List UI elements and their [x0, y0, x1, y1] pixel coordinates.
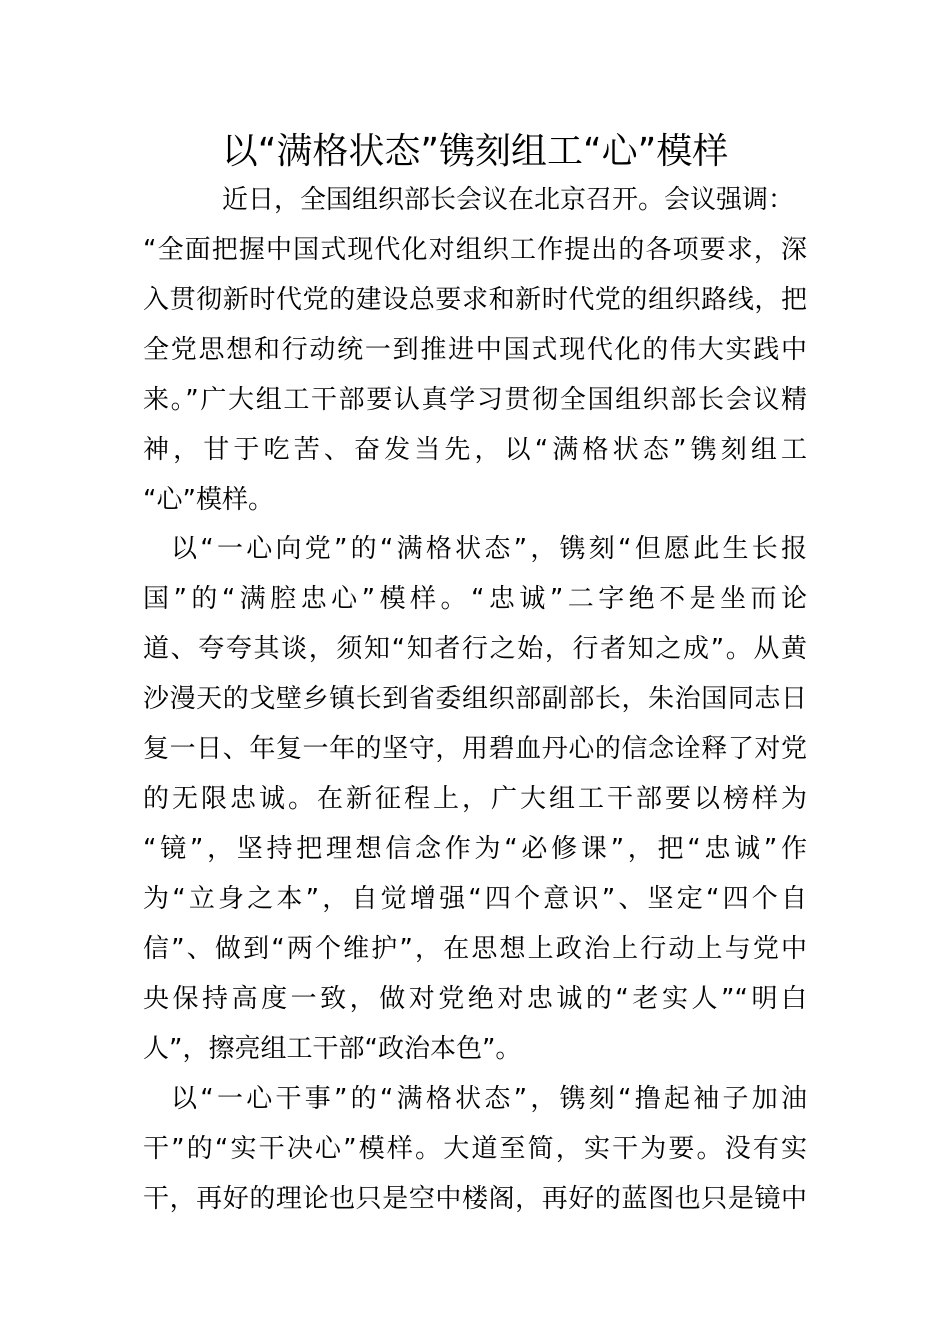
paragraph-line: 神，甘于吃苦、奋发当先，以“满格状态”镌刻组工	[143, 435, 807, 465]
paragraph-line: 国”的“满腔忠心”模样。“忠诚”二字绝不是坐而论	[143, 584, 807, 614]
paragraph-line: 人”，擦亮组工干部“政治本色”。	[143, 1034, 522, 1064]
paragraph-line: 道、夸夸其谈，须知“知者行之始，行者知之成”。从黄	[143, 634, 807, 664]
paragraph-line: 干，再好的理论也只是空中楼阁，再好的蓝图也只是镜中	[143, 1184, 807, 1214]
paragraph-line: 为“立身之本”，自觉增强“四个意识”、坚定“四个自	[143, 884, 807, 914]
paragraph-line: 近日，全国组织部长会议在北京召开。会议强调：	[222, 185, 795, 215]
paragraph-line: 入贯彻新时代党的建设总要求和新时代党的组织路线，把	[143, 285, 807, 315]
paragraph-line: 央保持高度一致，做对党绝对忠诚的“老实人”“明白	[143, 984, 807, 1014]
paragraph-line: 以“一心干事”的“满格状态”，镌刻“撸起袖子加油	[171, 1084, 807, 1114]
paragraph-line: 的无限忠诚。在新征程上，广大组工干部要以榜样为	[143, 784, 807, 814]
paragraph-line: 来。”广大组工干部要认真学习贯彻全国组织部长会议精	[143, 385, 807, 415]
paragraph-line: 全党思想和行动统一到推进中国式现代化的伟大实践中	[143, 335, 807, 365]
paragraph-line: “全面把握中国式现代化对组织工作提出的各项要求，深	[143, 235, 807, 265]
paragraph-line: 干”的“实干决心”模样。大道至简，实干为要。没有实	[143, 1134, 807, 1164]
paragraph-line: 沙漫天的戈壁乡镇长到省委组织部副部长，朱治国同志日	[143, 684, 807, 714]
paragraph-line: 复一日、年复一年的坚守，用碧血丹心的信念诠释了对党	[143, 734, 807, 764]
paragraph-line: 以“一心向党”的“满格状态”，镌刻“但愿此生长报	[171, 534, 807, 564]
paragraph-line: “镜”，坚持把理想信念作为“必修课”，把“忠诚”作	[143, 834, 807, 864]
paragraph-line: 信”、做到“两个维护”，在思想上政治上行动上与党中	[143, 934, 807, 964]
document-title: 以“满格状态”镌刻组工“心”模样	[221, 131, 729, 172]
paragraph-line: “心”模样。	[143, 485, 274, 515]
